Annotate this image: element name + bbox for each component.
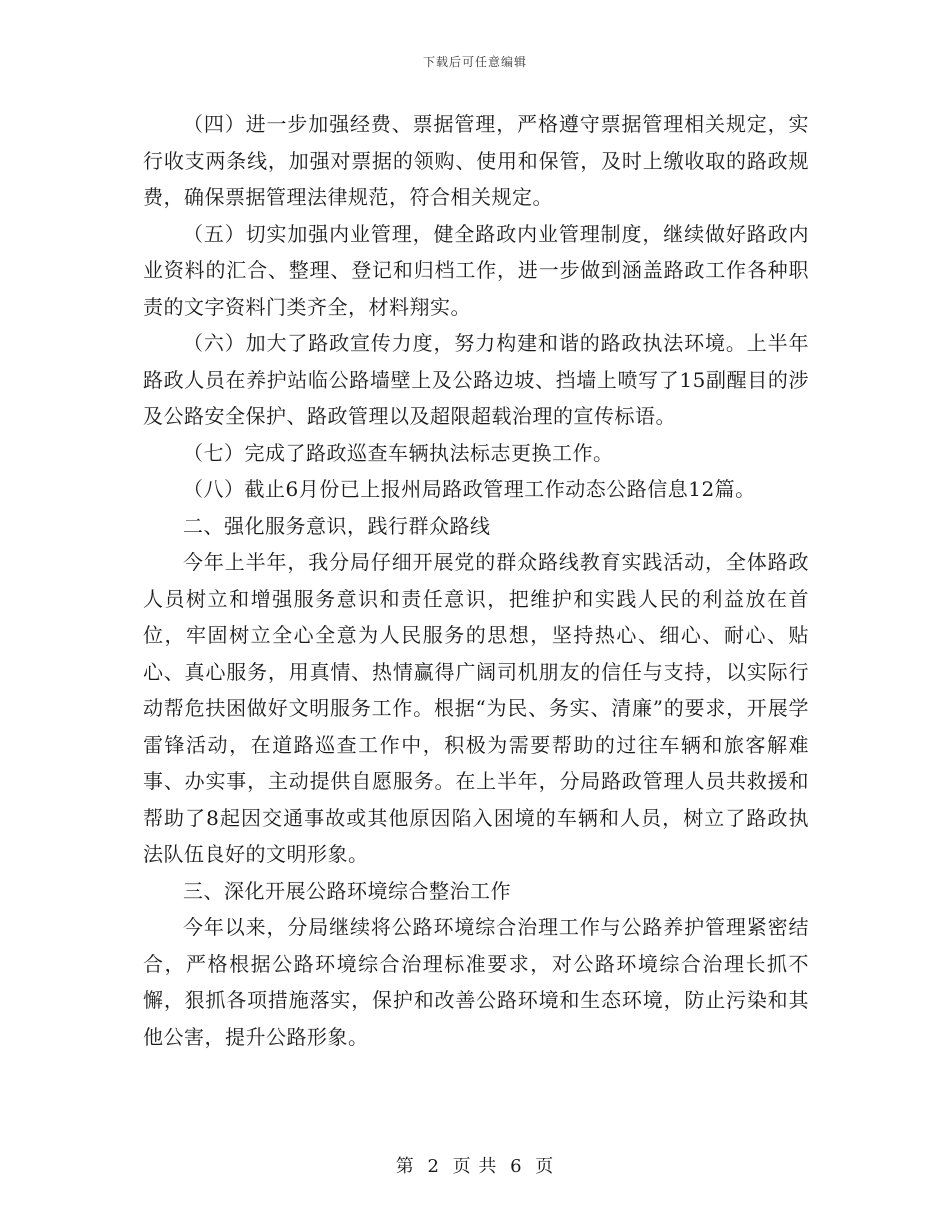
- document-body: [143, 106, 809, 1055]
- footer-suffix: 页: [535, 1156, 555, 1177]
- footer-prefix: 第: [395, 1156, 415, 1177]
- footer-total-pages: 6: [510, 1156, 523, 1177]
- section-heading-3: 三、深化开展公路环境综合整治工作: [183, 878, 511, 903]
- paragraph-8: （八）截止6月份已上报州局路政管理工作动态公路信息12篇。: [183, 477, 756, 501]
- paragraph-7: （七）完成了路政巡查车辆执法标志更换工作。: [183, 440, 614, 465]
- section-heading-2: 二、强化服务意识，践行群众路线: [183, 513, 491, 538]
- header-note: 下载后可任意编辑: [422, 55, 527, 69]
- paragraph-service: 今年上半年，我分局仔细开展党的群众路线教育实践活动，全体路政人员树立和增强服务意识和责任意识，把维护和实践人民的利益放在首位，牢固树立全心全意为人民服务的思想，坚持热心、细心、耐心、贴心、真心服务，用真情、热情赢得广阔司机朋友的信任与支持，以实际行动帮危扶困做好文明服务工作。根据“为民、务实、清廉”的要求，开展学雷锋活动，在道路巡查工作中，积极为需要帮助的过往车辆和旅客解难事、办实事，主动提供自愿服务。在上半年，分局路政管理人员共救援和帮助了8起因交通事故或其他原因陷入困境的车辆和人员，树立了路政执法队伍良好的文明形象。: [143, 550, 809, 866]
- footer-middle: 页 共: [452, 1156, 498, 1177]
- paragraph-6: （六）加大了路政宣传力度，努力构建和谐的路政执法环境。上半年路政人员在养护站临公路墙壁上及公路边坡、挡墙上喷写了15副醒目的涉及公路安全保护、路政管理以及超限超载治理的宣传标语。: [143, 331, 809, 428]
- page-footer: [0, 1152, 950, 1178]
- paragraph-5: （五）切实加强内业管理，健全路政内业管理制度，继续做好路政内业资料的汇合、整理、登记和归档工作，进一步做到涵盖路政工作各种职责的文字资料门类齐全，材料翔实。: [143, 221, 809, 319]
- paragraph-4: （四）进一步加强经费、票据管理，严格遵守票据管理相关规定，实行收支两条线，加强对票据的领购、使用和保管，及时上缴收取的路政规费，确保票据管理法律规范，符合相关规定。: [143, 112, 809, 209]
- footer-current-page: 2: [427, 1156, 440, 1177]
- paragraph-environment: 今年以来，分局继续将公路环境综合治理工作与公路养护管理紧密结合，严格根据公路环境综合治理标准要求，对公路环境综合治理长抓不懈，狠抓各项措施落实，保护和改善公路环境和生态环境，防止污染和其他公害，提升公路形象。: [143, 915, 809, 1049]
